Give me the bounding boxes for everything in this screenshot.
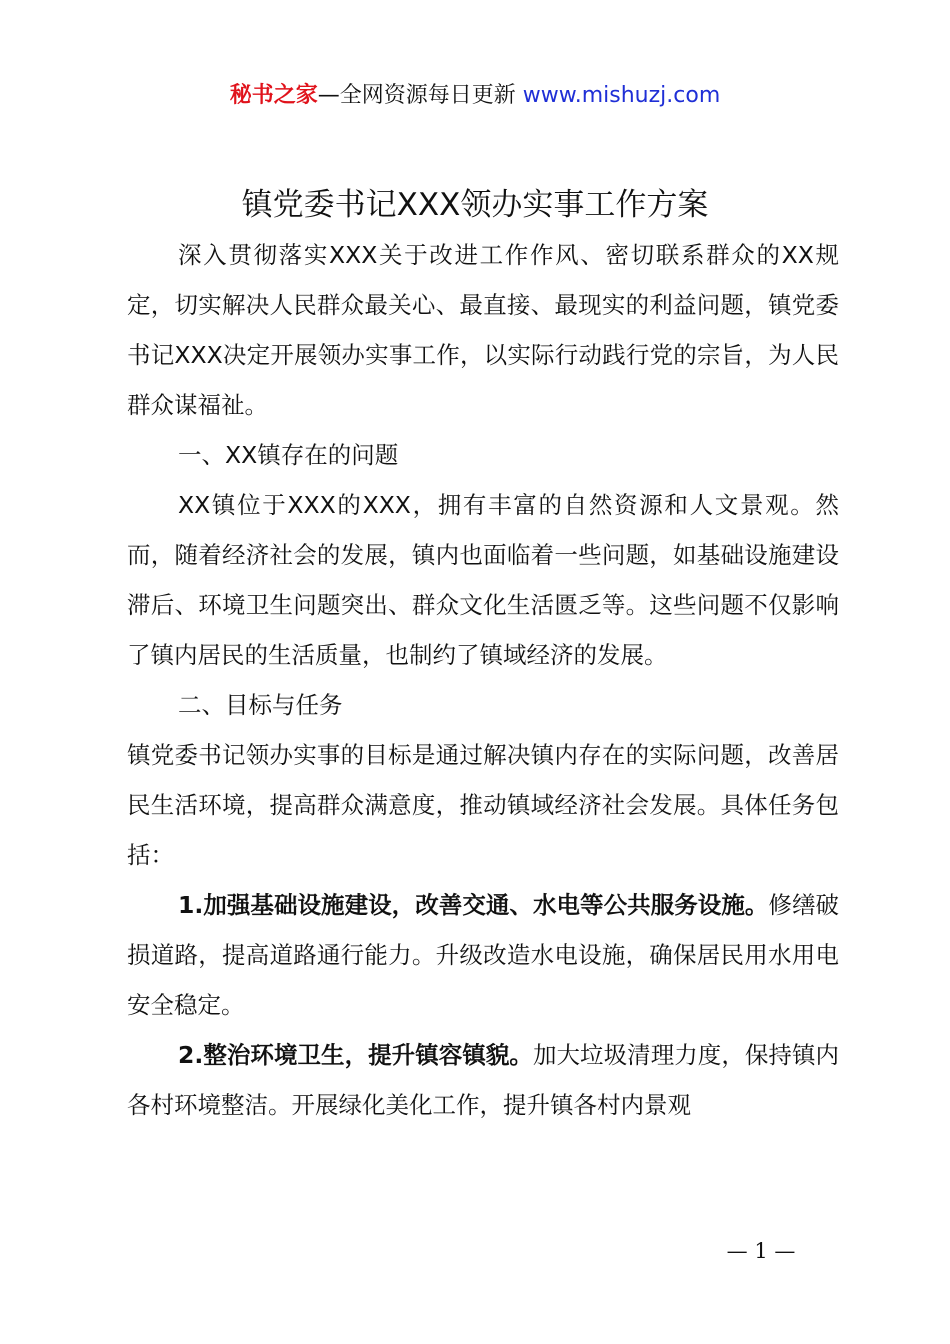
section-2-heading: 二、目标与任务: [178, 691, 343, 719]
document-body: [127, 230, 839, 1130]
site-header: [0, 78, 950, 114]
section-2-paragraph: 镇党委书记领办实事的目标是通过解决镇内存在的实际问题，改善居民生活环境，提高群众满意度，推动镇域经济社会发展。具体任务包括：: [127, 741, 839, 869]
task-1-text: 修缮破损道路，提高道路通行能力。升级改造水电设施，确保居民用水用电安全稳定。: [127, 891, 839, 1019]
intro-paragraph: 深入贯彻落实XXX关于改进工作作风、密切联系群众的XX规定，切实解决人民群众最关心、最直接、最现实的利益问题，镇党委书记XXX决定开展领办实事工作，以实际行动践行党的宗旨，为人民群众谋福祉。: [127, 241, 839, 419]
task-1-title: 1.加强基础设施建设，改善交通、水电等公共服务设施。: [178, 891, 769, 919]
task-2-title: 2.整治环境卫生，提升镇容镇貌。: [178, 1041, 533, 1069]
section-1-heading: 一、XX镇存在的问题: [178, 441, 399, 469]
task-2-text: 加大垃圾清理力度，保持镇内各村环境整洁。开展绿化美化工作，提升镇各村内景观: [127, 1041, 840, 1119]
document-title: 镇党委书记XXX领办实事工作方案: [241, 187, 709, 223]
task-2-paragraph: [127, 1030, 839, 1130]
site-url-link[interactable]: www.mishuzj.com: [522, 83, 721, 108]
header-slogan: —全网资源每日更新: [317, 83, 516, 108]
page-number: — 1 —: [726, 1239, 796, 1263]
section-1-paragraph: XX镇位于XXX的XXX，拥有丰富的自然资源和人文景观。然而，随着经济社会的发展，镇内也面临着一些问题，如基础设施建设滞后、环境卫生问题突出、群众文化生活匮乏等。这些问题不仅影响了镇内居民的生活质量，也制约了镇域经济的发展。: [127, 491, 839, 669]
brand-name: 秘书之家: [229, 83, 318, 108]
task-1-paragraph: [127, 880, 839, 1030]
